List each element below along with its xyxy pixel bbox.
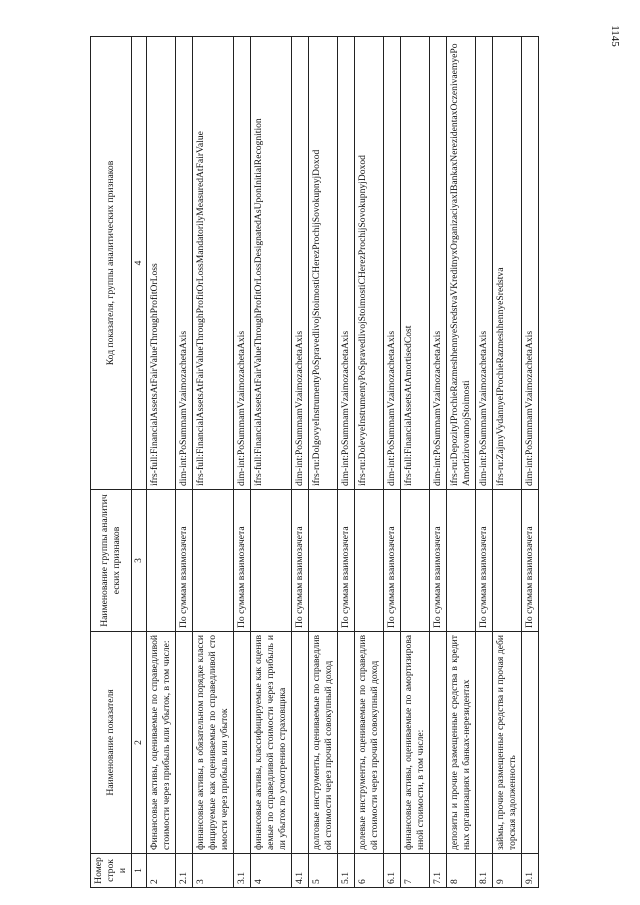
table-row	[337, 37, 354, 888]
code-cell: ifrs-full:FinancialAssetsAtAmortisedCost	[400, 37, 429, 490]
group-name-cell	[146, 490, 175, 632]
group-name-cell: По суммам взаимозачета	[429, 490, 446, 632]
row-number-cell: 5	[308, 854, 337, 888]
row-number-cell: 3	[192, 854, 233, 888]
indicator-name-cell	[337, 632, 354, 854]
row-number-cell: 6.1	[383, 854, 400, 888]
row-number-cell: 4	[250, 854, 291, 888]
table-row	[192, 37, 233, 888]
indicator-name-cell: долговые инструменты, оцениваемые по справедливой стоимости через прочий совокупный доход	[308, 632, 337, 854]
table-row	[175, 37, 192, 888]
row-number-cell: 9	[492, 854, 521, 888]
code-cell: ifrs-ru:ZajmyVydannyeIProchieRazmeshhennyeSredstva	[492, 37, 521, 490]
row-number-cell: 8	[446, 854, 475, 888]
group-name-cell: По суммам взаимозачета	[337, 490, 354, 632]
code-cell: dim-int:PoSummamVzaimozachetaAxis	[175, 37, 192, 490]
indicator-name-cell: депозиты и прочие размещенные средства в кредитных организациях и банках-нерезидентах	[446, 632, 475, 854]
table-header-row	[91, 37, 132, 888]
indicator-name-cell	[521, 632, 538, 854]
rotated-page-content	[90, 36, 535, 888]
code-cell: ifrs-ru:DolgovyeInstrumentyPoSpravedlivojStoimostiCHerezProchijSovokupnyjDoxod	[308, 37, 337, 490]
page-number: 1145	[609, 25, 622, 47]
code-cell: dim-int:PoSummamVzaimozachetaAxis	[233, 37, 250, 490]
table-row	[400, 37, 429, 888]
row-number-cell: 7	[400, 854, 429, 888]
indicator-name-cell	[429, 632, 446, 854]
table-row	[429, 37, 446, 888]
indicator-name-cell: долевые инструменты, оцениваемые по справедливой стоимости через прочий совокупный доход	[354, 632, 383, 854]
table-row	[250, 37, 291, 888]
indicator-name-cell: займы, прочие размещенные средства и прочая дебиторская задолженность	[492, 632, 521, 854]
indicator-name-cell	[291, 632, 308, 854]
code-cell: ifrs-full:FinancialAssetsAtFairValueThroughProfitOrLoss	[146, 37, 175, 490]
table-row	[521, 37, 538, 888]
header-indicator-name: Наименование показателя	[91, 632, 132, 854]
column-number: 3	[131, 490, 146, 632]
group-name-cell	[446, 490, 475, 632]
group-name-cell: По суммам взаимозачета	[175, 490, 192, 632]
code-cell: dim-int:PoSummamVzaimozachetaAxis	[429, 37, 446, 490]
table-row	[308, 37, 337, 888]
group-name-cell	[250, 490, 291, 632]
group-name-cell: По суммам взаимозачета	[521, 490, 538, 632]
indicator-name-cell: финансовые активы, классифицируемые как оцениваемые по справедливой стоимости через прибыль или убыток по усмотрению страховщика	[250, 632, 291, 854]
header-code: Код показателя, группы аналитических признаков	[91, 37, 132, 490]
column-number: 4	[131, 37, 146, 490]
table-row	[475, 37, 492, 888]
indicator-name-cell: финансовые активы, оцениваемые по амортизированной стоимости, в том числе:	[400, 632, 429, 854]
row-number-cell: 3.1	[233, 854, 250, 888]
group-name-cell: По суммам взаимозачета	[475, 490, 492, 632]
code-cell: ifrs-ru:DolevyeInstrumentyPoSpravedlivojStoimostiCHerezProchijSovokupnyjDoxod	[354, 37, 383, 490]
indicator-name-cell	[175, 632, 192, 854]
group-name-cell	[400, 490, 429, 632]
code-cell: dim-int:PoSummamVzaimozachetaAxis	[521, 37, 538, 490]
table-row	[146, 37, 175, 888]
row-number-cell: 8.1	[475, 854, 492, 888]
code-cell: ifrs-ru:DepozityIProchieRazmeshhennyeSredstvaVKreditnyxOrganizaciyaxIBankaxNerezidentaxOczenivaemyePoAmortizirovannojStoimosti	[446, 37, 475, 490]
code-cell: ifrs-full:FinancialAssetsAtFairValueThroughProfitOrLossMandatorilyMeasuredAtFairValue	[192, 37, 233, 490]
table-row	[492, 37, 521, 888]
row-number-cell: 5.1	[337, 854, 354, 888]
table-body	[146, 37, 538, 888]
row-number-cell: 4.1	[291, 854, 308, 888]
code-cell: dim-int:PoSummamVzaimozachetaAxis	[291, 37, 308, 490]
row-number-cell: 9.1	[521, 854, 538, 888]
code-cell: dim-int:PoSummamVzaimozachetaAxis	[475, 37, 492, 490]
table-row	[383, 37, 400, 888]
indicator-table	[90, 36, 539, 888]
group-name-cell	[492, 490, 521, 632]
indicator-name-cell	[383, 632, 400, 854]
group-name-cell	[308, 490, 337, 632]
code-cell: dim-int:PoSummamVzaimozachetaAxis	[337, 37, 354, 490]
group-name-cell	[354, 490, 383, 632]
indicator-name-cell: Финансовые активы, оцениваемые по справедливой стоимости через прибыль или убыток, в том числе:	[146, 632, 175, 854]
column-number: 2	[131, 632, 146, 854]
group-name-cell	[192, 490, 233, 632]
header-group-name: Наименование группы аналитических признаков	[91, 490, 132, 632]
row-number-cell: 2.1	[175, 854, 192, 888]
table-row	[233, 37, 250, 888]
indicator-name-cell: финансовые активы, в обязательном порядке классифицируемые как оцениваемые по справедливой стоимости через прибыль или убыток	[192, 632, 233, 854]
row-number-cell: 2	[146, 854, 175, 888]
table-row	[291, 37, 308, 888]
code-cell: dim-int:PoSummamVzaimozachetaAxis	[383, 37, 400, 490]
row-number-cell: 6	[354, 854, 383, 888]
table-row	[354, 37, 383, 888]
indicator-name-cell	[233, 632, 250, 854]
column-number-row	[131, 37, 146, 888]
row-number-cell: 7.1	[429, 854, 446, 888]
group-name-cell: По суммам взаимозачета	[291, 490, 308, 632]
group-name-cell: По суммам взаимозачета	[383, 490, 400, 632]
indicator-name-cell	[475, 632, 492, 854]
header-row-number: Номер строки	[91, 854, 132, 888]
group-name-cell: По суммам взаимозачета	[233, 490, 250, 632]
column-number: 1	[131, 854, 146, 888]
table-row	[446, 37, 475, 888]
code-cell: ifrs-full:FinancialAssetsAtFairValueThroughProfitOrLossDesignatedAsUponInitialRecognition	[250, 37, 291, 490]
